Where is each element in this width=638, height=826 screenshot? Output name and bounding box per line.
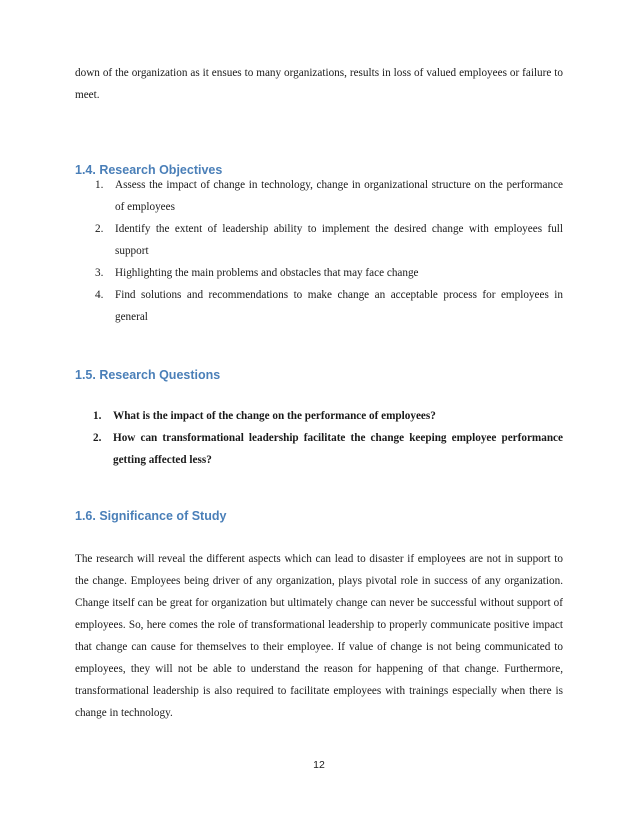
significance-paragraph: The research will reveal the different aspects which can lead to disaster if employees are not in support to the change. Employees being driver of any organization, plays pivotal role in success of any organization. Change itself can be great for organization but ultimately change can never be successful without support of employees. So, here comes the role of transformational leadership to properly communicate positive impact that change can cause for themselves to their employee. If value of change is not being communicated to employees, they will not be able to understand the reason for happening of that change. Furthermore, transformational leadership is also required to facilitate employees with trainings especially when there is change in technology. (75, 553, 563, 719)
intro-paragraph: down of the organization as it ensues to many organizations, results in loss of valued employees or failure to meet. (75, 67, 563, 101)
list-item: 1. What is the impact of the change on the performance of employees? (93, 410, 436, 422)
significance-heading: 1.6. Significance of Study (75, 509, 227, 523)
page-number: 12 (313, 759, 325, 771)
list-item: 2. How can transformational leadership facilitate the change keeping employee performance getting affected less? (93, 432, 563, 466)
list-item: 2. Identify the extent of leadership ability to implement the desired change with employees full support (95, 223, 563, 257)
questions-list (75, 405, 563, 471)
questions-heading: 1.5. Research Questions (75, 368, 221, 382)
list-item: 3. Highlighting the main problems and obstacles that may face change (95, 267, 419, 279)
list-item: 4. Find solutions and recommendations to make change an acceptable process for employees in general (95, 289, 563, 323)
objectives-list (75, 174, 563, 328)
list-item: 1. Assess the impact of change in technology, change in organizational structure on the performance of employees (95, 179, 563, 213)
objectives-heading: 1.4. Research Objectives (75, 163, 223, 177)
